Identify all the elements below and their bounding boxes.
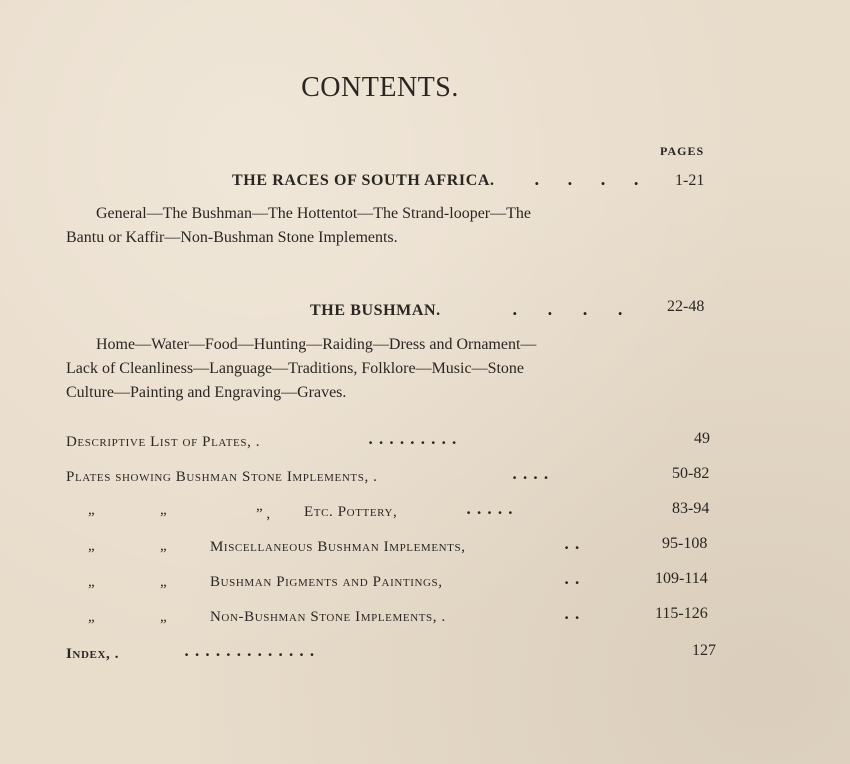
ditto-mark: ” [88, 617, 95, 633]
ditto-mark: ” , [256, 506, 271, 522]
toc-entry-label: Index, . [66, 646, 120, 662]
section-heading-races: THE RACES OF SOUTH AFRICA. [232, 172, 495, 189]
section-heading-bushman: THE BUSHMAN. [310, 302, 441, 319]
section-description-line: Lack of Cleanliness—Language—Traditions, Folklore—Music—Stone [66, 360, 525, 377]
section-description-line: General—The Bushman—The Hottentot—The Strand-looper—The [96, 205, 531, 222]
toc-leader-dots: . . . . . . . . . . . . . [184, 642, 315, 660]
toc-entry-pages: 115-126 [655, 605, 708, 622]
toc-entry-label: Non-Bushman Stone Implements, . [210, 609, 446, 625]
section-page-range: 22-48 [667, 298, 705, 315]
ditto-mark: ” [88, 546, 95, 562]
section-description-line: Home—Water—Food—Hunting—Raiding—Dress and Ornament— [96, 336, 537, 353]
toc-entry-pages: 109-114 [655, 570, 708, 587]
ditto-mark: ” [160, 582, 167, 598]
toc-leader-dots: . . . . . . . . . [368, 430, 457, 448]
section-page-range: 1-21 [675, 172, 705, 189]
toc-entry-pages: 83-94 [672, 500, 710, 517]
section-leader-dots: . . . . [534, 170, 639, 189]
toc-leader-dots: . . [564, 605, 580, 623]
toc-leader-dots: . . . . . [466, 500, 513, 518]
toc-leader-dots: . . . . [512, 465, 549, 483]
toc-entry-pages: 127 [692, 642, 716, 659]
toc-entry-label: Bushman Pigments and Paintings, [210, 574, 443, 590]
toc-entry-label: Miscellaneous Bushman Implements, [210, 539, 466, 555]
toc-entry-label: Descriptive List of Plates, . [66, 434, 261, 450]
section-leader-dots: . . . . [512, 300, 623, 319]
section-description-line: Culture—Painting and Engraving—Graves. [66, 384, 347, 401]
ditto-mark: ” [160, 617, 167, 633]
toc-entry-label: Plates showing Bushman Stone Implements, . [66, 469, 378, 485]
toc-entry-label: Etc. Pottery, [304, 504, 398, 520]
toc-entry-pages: 50-82 [672, 465, 710, 482]
section-description-line: Bantu or Kaffir—Non-Bushman Stone Implements. [66, 229, 398, 246]
ditto-mark: ” [88, 582, 95, 598]
ditto-mark: ” [160, 546, 167, 562]
toc-leader-dots: . . [564, 535, 580, 553]
pages-column-header: PAGES [660, 144, 705, 158]
ditto-mark: ” [160, 510, 167, 526]
page-title: CONTENTS. [301, 72, 459, 103]
toc-entry-pages: 95-108 [662, 535, 708, 552]
toc-entry-pages: 49 [694, 430, 710, 447]
ditto-mark: ” [88, 510, 95, 526]
toc-leader-dots: . . [564, 570, 580, 588]
